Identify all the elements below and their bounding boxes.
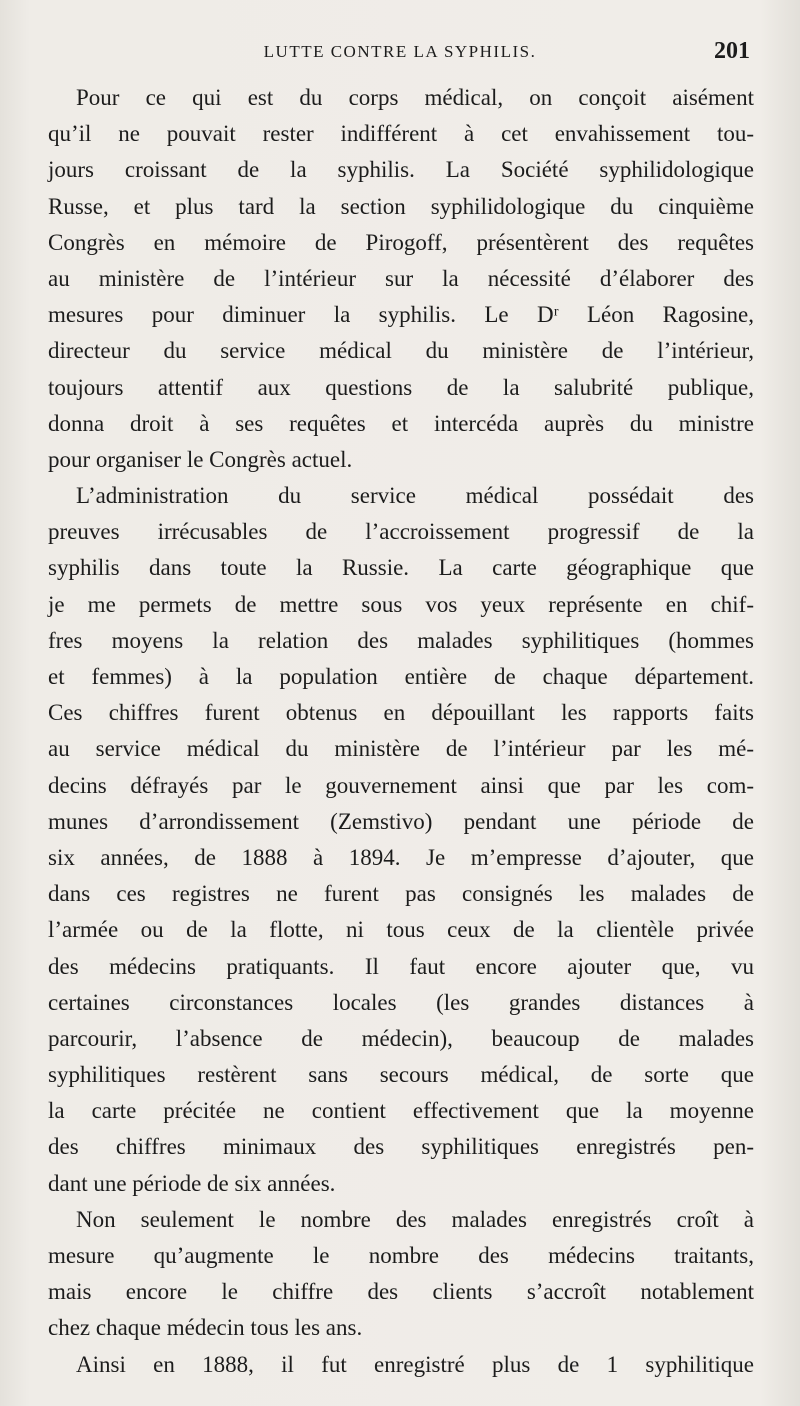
text-line: certaines circonstances locales (les grandes distances à xyxy=(48,989,754,1015)
text-line: parcourir, l’absence de médecin), beaucoup de malades xyxy=(48,1025,754,1051)
text-line: Pour ce qui est du corps médical, on conçoit aisément xyxy=(76,85,754,110)
text-line: chez chaque médecin tous les ans. xyxy=(48,1315,363,1341)
text-line: la carte précitée ne contient effectivement que la moyenne xyxy=(48,1098,754,1124)
text-line: Ces chiffres furent obtenus en dépouillant les rapports faits xyxy=(48,700,754,726)
text-line: jours croissant de la syphilis. La Société syphilidologique xyxy=(48,157,754,183)
text-line: mesure qu’augmente le nombre des médecins traitants, xyxy=(48,1243,754,1268)
text-line: des chiffres minimaux des syphilitiques enregistrés pen- xyxy=(48,1134,754,1160)
text-line: au ministère de l’intérieur sur la nécessité d’élaborer des xyxy=(48,265,754,291)
text-line: toujours attentif aux questions de la salubrité publique, xyxy=(48,374,754,400)
text-line: je me permets de mettre sous vos yeux représente en chif- xyxy=(48,591,754,617)
page-number: 201 xyxy=(714,38,750,64)
text-line: L’administration du service médical possédait des xyxy=(76,483,754,509)
text-line: decins défrayés par le gouvernement ainsi que par les com- xyxy=(48,772,754,798)
body-text xyxy=(48,80,754,1383)
text-line: dant une période de six années. xyxy=(48,1170,336,1196)
text-line: qu’il ne pouvait rester indifférent à cet envahissement tou- xyxy=(48,121,754,147)
text-line: mesures pour diminuer la syphilis. Le Dʳ Léon Ragosine, xyxy=(48,302,754,328)
text-line: preuves irrécusables de l’accroissement progressif de la xyxy=(48,519,754,545)
text-line: Ainsi en 1888, il fut enregistré plus de 1 syphilitique xyxy=(76,1351,754,1377)
text-line: pour organiser le Congrès actuel. xyxy=(48,446,353,472)
text-line: au service médical du ministère de l’intérieur par les mé- xyxy=(48,736,754,762)
text-line: dans ces registres ne furent pas consignés les malades de xyxy=(48,881,754,907)
text-line: directeur du service médical du ministère de l’intérieur, xyxy=(48,338,754,364)
text-line: donna droit à ses requêtes et intercéda auprès du ministre xyxy=(48,410,754,436)
page-header xyxy=(48,40,752,70)
running-title: LUTTE CONTRE LA SYPHILIS. xyxy=(263,42,537,61)
text-line: syphilis dans toute la Russie. La carte géographique que xyxy=(48,555,754,581)
text-line: syphilitiques restèrent sans secours médical, de sorte que xyxy=(48,1062,754,1088)
text-line: six années, de 1888 à 1894. Je m’empresse d’ajouter, que xyxy=(48,844,754,870)
text-line: et femmes) à la population entière de chaque département. xyxy=(48,664,754,689)
text-line: Russe, et plus tard la section syphilidologique du cinquième xyxy=(48,193,754,219)
text-line: Non seulement le nombre des malades enregistrés croît à xyxy=(76,1206,754,1232)
text-line: fres moyens la relation des malades syphilitiques (hommes xyxy=(48,627,754,653)
text-line: Congrès en mémoire de Pirogoff, présentèrent des requêtes xyxy=(48,229,754,255)
text-line: munes d’arrondissement (Zemstivo) pendant une période de xyxy=(48,808,754,834)
text-line: mais encore le chiffre des clients s’accroît notablement xyxy=(48,1279,754,1305)
text-line: l’armée ou de la flotte, ni tous ceux de la clientèle privée xyxy=(48,917,754,943)
text-line: des médecins pratiquants. Il faut encore ajouter que, vu xyxy=(48,953,754,979)
